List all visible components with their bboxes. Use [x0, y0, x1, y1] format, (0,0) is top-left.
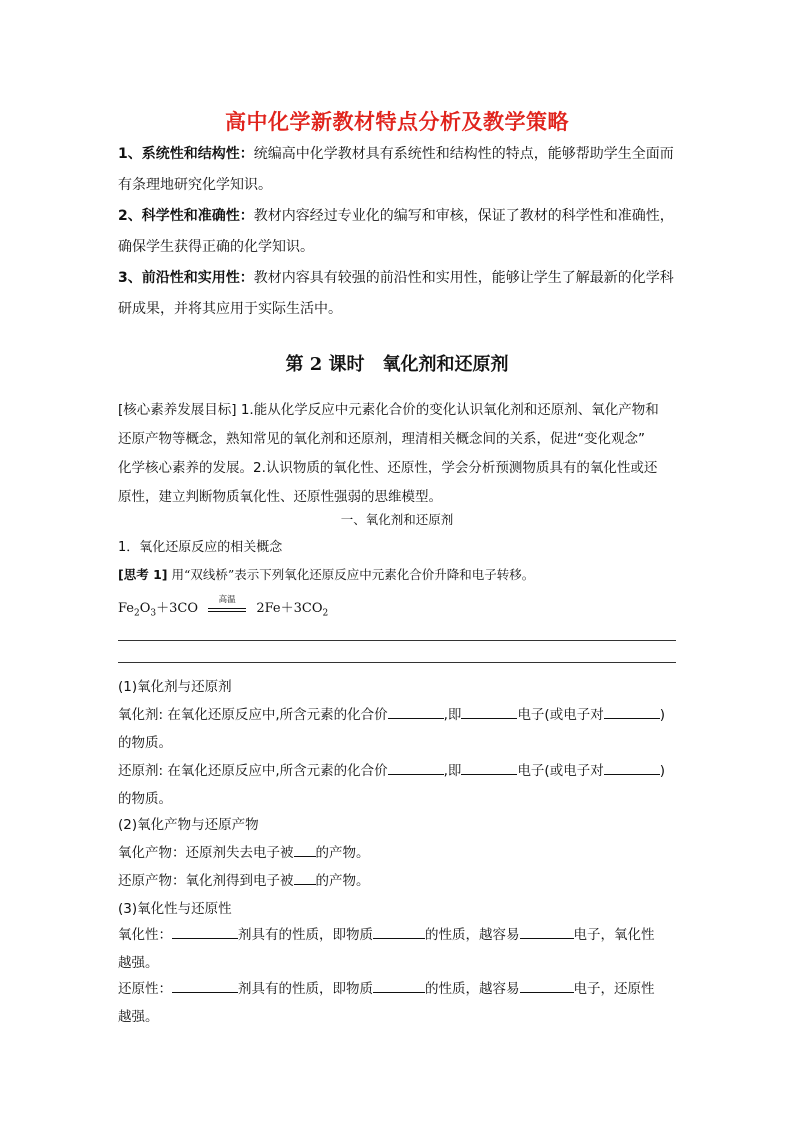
blank-oxi-property[interactable]	[373, 924, 425, 939]
oxi-text-a: 氧化性：	[118, 927, 172, 943]
oxidation-product-definition	[118, 841, 370, 861]
ox-prod-text-a: 氧化产物：还原剂失去电子被	[118, 845, 294, 861]
blank-red-product[interactable]	[294, 870, 316, 885]
part-3-heading: (3)氧化性与还原性	[118, 901, 232, 917]
eq-sub-3: 3	[150, 608, 157, 619]
ox-agent-text-d: )	[659, 707, 665, 723]
blank-red-agent-electron[interactable]	[461, 760, 517, 775]
reaction-condition: 高温	[218, 594, 236, 605]
point-2-text-a: 教材内容经过专业化的编写和审核，保证了教材的科学性和准确性，	[253, 208, 674, 224]
point-1	[118, 139, 678, 201]
point-3-text-a: 教材内容具有较强的前沿性和实用性，能够让学生了解最新的化学科	[253, 270, 674, 286]
eq-o: O	[139, 601, 151, 616]
think-question	[118, 565, 534, 583]
ox-agent-text-c: 电子(或电子对	[517, 707, 604, 723]
blank-ox-product[interactable]	[294, 842, 316, 857]
oxidizing-property-line-2: 越强。	[118, 955, 159, 971]
part-1-heading: (1)氧化剂与还原剂	[118, 679, 232, 695]
oxi-text-c: 的性质，越容易	[425, 927, 520, 943]
goals-line-2: 还原产物等概念，熟知常见的氧化剂和还原剂，理清相关概念间的关系，促进“变化观念”	[118, 431, 645, 447]
eq-sub-co2: 2	[322, 608, 329, 619]
point-3-label: 3、前沿性和实用性：	[118, 270, 254, 286]
eq-plus-co: ＋3CO	[156, 601, 199, 616]
oxi-text-b: 剂具有的性质，即物质	[238, 927, 373, 943]
redi-text-c: 的性质，越容易	[425, 981, 520, 997]
goals-line-4: 原性，建立判断物质氧化性、还原性强弱的思维模型。	[118, 489, 442, 505]
blank-redi-property[interactable]	[373, 978, 425, 993]
answer-line-1	[118, 640, 676, 641]
red-agent-text-c: 电子(或电子对	[517, 763, 604, 779]
blank-red-agent-pair[interactable]	[604, 760, 660, 775]
doc-title: 高中化学新教材特点分析及教学策略	[225, 110, 569, 134]
blank-oxi-agent[interactable]	[172, 924, 238, 939]
chemical-equation	[118, 594, 329, 619]
redi-text-b: 剂具有的性质，即物质	[238, 981, 373, 997]
red-prod-text-a: 还原产物：氧化剂得到电子被	[118, 873, 294, 889]
core-goals	[118, 396, 678, 512]
point-3	[118, 263, 678, 325]
oxidizing-agent-line-2: 的物质。	[118, 735, 172, 751]
redi-text-a: 还原性：	[118, 981, 172, 997]
point-2	[118, 201, 678, 263]
point-2-text-b: 确保学生获得正确的化学知识。	[118, 239, 314, 255]
point-1-label: 1、系统性和结构性：	[118, 146, 254, 162]
think-tag: [思考 1]	[118, 567, 168, 582]
eq-fe: Fe	[118, 601, 135, 616]
blank-ox-agent-valence[interactable]	[388, 704, 444, 719]
blank-oxi-electron[interactable]	[520, 924, 574, 939]
oxi-text-d: 电子，氧化性	[573, 927, 655, 943]
red-prod-text-b: 的产物。	[315, 873, 370, 889]
goals-line-3: 化学核心素养的发展。2.认识物质的氧化性、还原性，学会分析预测物质具有的氧化性或还	[118, 460, 658, 476]
blank-ox-agent-electron[interactable]	[461, 704, 517, 719]
red-agent-text-d: )	[659, 763, 665, 779]
eq-sub-2: 2	[134, 608, 140, 619]
redi-text-d: 电子，还原性	[573, 981, 655, 997]
goals-line-1: 1.能从化学反应中元素化合价的变化认识氧化剂和还原剂、氧化产物和	[240, 402, 659, 418]
oxidizing-property-definition	[118, 923, 655, 943]
point-3-text-b: 研成果，并将其应用于实际生活中。	[118, 301, 342, 317]
red-agent-text-a: 还原剂: 在氧化还原反应中,所含元素的化合价	[118, 763, 388, 779]
lesson-name: 氧化剂和还原剂	[382, 354, 509, 375]
section-heading: 一、氧化剂和还原剂	[340, 512, 454, 527]
ox-agent-text-b: ,即	[443, 707, 462, 723]
part-2-heading: (2)氧化产物与还原产物	[118, 817, 259, 833]
point-1-text-a: 统编高中化学教材具有系统性和结构性的特点，能够帮助学生全面而	[253, 146, 674, 162]
ox-prod-text-b: 的产物。	[315, 845, 370, 861]
point-1-text-b: 有条理地研究化学知识。	[118, 177, 272, 193]
blank-redi-agent[interactable]	[172, 978, 238, 993]
eq-products: 2Fe＋3CO	[256, 601, 323, 616]
blank-ox-agent-pair[interactable]	[604, 704, 660, 719]
blank-red-agent-valence[interactable]	[388, 760, 444, 775]
reducing-agent-definition	[118, 759, 665, 779]
lesson-number: 第 2 课时	[285, 354, 365, 375]
think-text: 用“双线桥”表示下列氧化还原反应中元素化合价升降和电子转移。	[171, 567, 535, 582]
reducing-agent-line-2: 的物质。	[118, 791, 172, 807]
point-2-label: 2、科学性和准确性：	[118, 208, 254, 224]
reduction-product-definition	[118, 869, 370, 889]
ox-agent-text-a: 氧化剂: 在氧化还原反应中,所含元素的化合价	[118, 707, 388, 723]
red-agent-text-b: ,即	[443, 763, 462, 779]
blank-redi-electron[interactable]	[520, 978, 574, 993]
answer-line-2	[118, 662, 676, 663]
goals-tag: [核心素养发展目标]	[118, 402, 237, 418]
reducing-property-line-2: 越强。	[118, 1009, 159, 1025]
lesson-heading	[0, 350, 794, 376]
oxidizing-agent-definition	[118, 703, 665, 723]
reducing-property-definition	[118, 977, 655, 997]
equals-sign-with-condition	[206, 594, 248, 616]
sub-heading: 1．氧化还原反应的相关概念	[118, 540, 283, 555]
